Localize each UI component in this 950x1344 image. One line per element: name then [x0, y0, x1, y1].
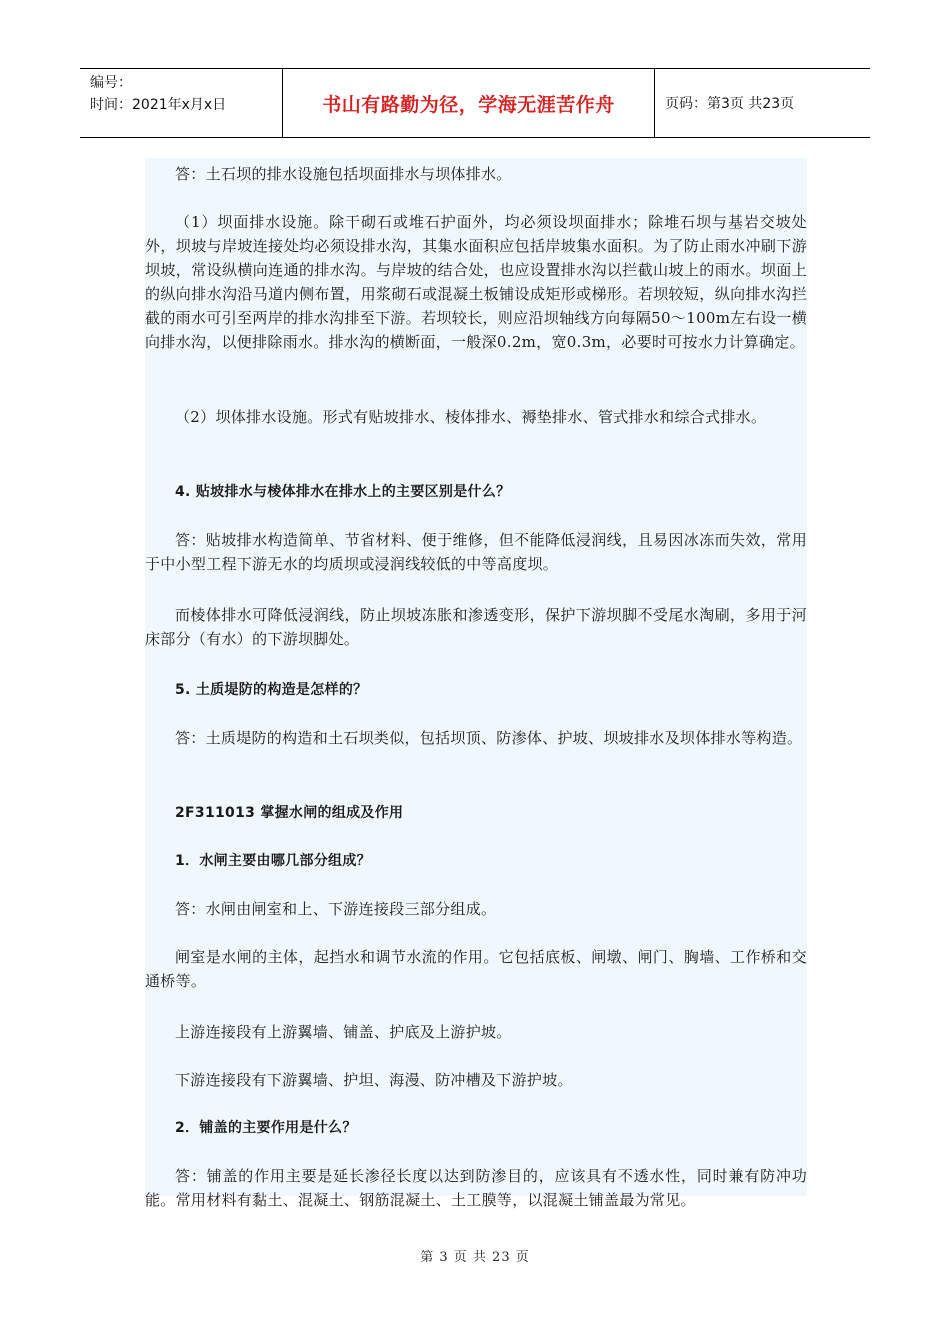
document-date: 时间：2021年x月x日 — [90, 97, 227, 113]
section-question: 1．水闸主要由哪几部分组成？ — [175, 853, 371, 869]
document-body — [145, 158, 807, 1209]
document-header — [80, 68, 870, 138]
paragraph: （2）坝体排水设施。形式有贴坡排水、棱体排水、褥垫排水、管式排水和综合式排水。 — [175, 408, 767, 426]
paragraph: 答：铺盖的作用主要是延长渗径长度以达到防渗目的，应该具有不透水性，同时兼有防冲功能。常用材料有黏土、混凝土、钢筋混凝土、土工膜等，以混凝土铺盖最为常见。 — [145, 1167, 807, 1209]
section-question: 5. 土质堤防的构造是怎样的？ — [175, 682, 368, 698]
paragraph: 而棱体排水可降低浸润线，防止坝坡冻胀和渗透变形，保护下游坝脚不受尾水淘刷，多用于河床部分（有水）的下游坝脚处。 — [145, 606, 807, 648]
section-question: 2．铺盖的主要作用是什么？ — [175, 1120, 357, 1136]
header-motto: 书山有路勤为径，学海无涯苦作舟 — [283, 69, 655, 137]
header-meta — [80, 69, 283, 137]
paragraph: （1）坝面排水设施。除干砌石或堆石护面外，均必须设坝面排水；除堆石坝与基岩交坡处外，坝坡与岸坡连接处均必须设排水沟，其集水面积应包括岸坡集水面积。为了防止雨水冲刷下游坝坡，常设纵横向连通的排水沟。与岸坡的结合处，也应设置排水沟以拦截山坡上的雨水。坝面上的纵向排水沟沿马道内侧布置，用浆砌石或混凝土板铺设成矩形或梯形。若坝较短，纵向排水沟拦截的雨水可引至两岸的排水沟排至下游。若坝较长，则应沿坝轴线方向每隔50～100m左右设一横向排水沟，以便排除雨水。排水沟的横断面，一般深0.2m，宽0.3m，必要时可按水力计算确定。 — [145, 213, 807, 351]
paragraph: 下游连接段有下游翼墙、护坦、海漫、防冲槽及下游护坡。 — [175, 1071, 573, 1089]
paragraph: 答：土质堤防的构造和土石坝类似，包括坝顶、防渗体、护坡、坝坡排水及坝体排水等构造。 — [175, 729, 803, 747]
section-title: 2F311013 掌握水闸的组成及作用 — [175, 805, 404, 821]
document-code-label: 编号： — [90, 75, 132, 91]
paragraph: 答：水闸由闸室和上、下游连接段三部分组成。 — [175, 900, 497, 918]
page-footer: 第 3 页 共 23 页 — [420, 1250, 530, 1265]
section-question: 4. 贴坡排水与棱体排水在排水上的主要区别是什么？ — [175, 484, 511, 500]
paragraph: 上游连接段有上游翼墙、铺盖、护底及上游护坡。 — [175, 1023, 512, 1041]
paragraph: 答：贴坡排水构造简单、节省材料、便于维修，但不能降低浸润线，且易因冰冻而失效，常用于中小型工程下游无水的均质坝或浸润线较低的中等高度坝。 — [145, 531, 807, 573]
paragraph: 闸室是水闸的主体，起挡水和调节水流的作用。它包括底板、闸墩、闸门、胸墙、工作桥和交通桥等。 — [145, 948, 807, 990]
paragraph: 答：土石坝的排水设施包括坝面排水与坝体排水。 — [175, 165, 512, 183]
header-page-info: 页码：第3页 共23页 — [665, 96, 795, 112]
